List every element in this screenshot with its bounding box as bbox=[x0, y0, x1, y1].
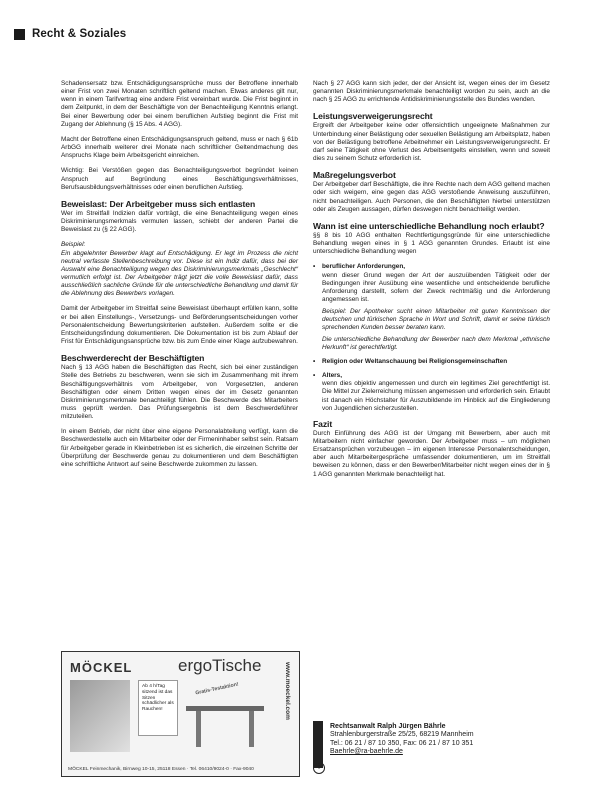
bullet-icon: • bbox=[313, 357, 316, 365]
contact-email[interactable]: Baehrle@ra-baehrle.de bbox=[330, 747, 403, 755]
left-column bbox=[61, 80, 298, 476]
section-title: Recht & Soziales bbox=[32, 28, 127, 40]
heading-unterschiedliche-behandlung: Wann ist eine unterschiedliche Behandlung noch erlaubt? bbox=[313, 220, 545, 231]
paragraph: Macht der Betroffene einen Entschädigungsanspruch geltend, muss er nach § 61b ArbGG innerhalb weiterer drei Monate nach schriftlicher Geltendmachung des Anspruchs Klage beim Arbeitsgericht einreichen. bbox=[61, 135, 298, 160]
author-contact bbox=[313, 723, 553, 771]
ad-product: ergoTische bbox=[178, 656, 262, 675]
paragraph: Schadensersatz bzw. Entschädigungsansprüche muss der Betroffene innerhalb einer Frist von zwei Monaten schriftlich geltend machen. Etwas anderes gilt nur, wenn in einem Tarifvertrag eine andere Frist vereinbart wurde. Die Frist beginnt in dem Zeitpunkt, in dem der Beschäftigte von der Benachteiligung Kenntnis erlangt. Bei einer Bewerbung oder bei einem beruflichen Aufstieg beginnt die Frist mit Zugang der Ablehnung (§ 15 Abs. 4 AGG). bbox=[61, 80, 298, 128]
ad-url[interactable]: www.moeckel.com bbox=[284, 662, 291, 720]
list-item bbox=[313, 263, 550, 352]
section-header bbox=[14, 25, 126, 43]
logo-bar-icon bbox=[313, 721, 323, 768]
list-item bbox=[313, 372, 550, 413]
ad-footer: MÖCKEL Feinmechanik, Birnweg 10-15, 25118 Essen · Tel. 06410/9024-0 · Fax-9040 bbox=[68, 767, 254, 772]
section-square-icon bbox=[14, 29, 25, 40]
right-column bbox=[313, 80, 550, 486]
paragraph: Nach § 27 AGG kann sich jeder, der der Ansicht ist, wegen eines der im Gesetz genannten Diskriminierungsmerkmale benachteiligt worden zu sein, auch an die nach § 25 AGG zu errichtende Antidiskriminierungsstelle des Bundes wenden. bbox=[313, 80, 550, 104]
list-item bbox=[313, 358, 550, 366]
paragraph: Der Arbeitgeber darf Beschäftigte, die ihre Rechte nach dem AGG geltend machen oder sich weigern, eine gegen das AGG verstoßende Anweisung auszuführen, nicht benachteiligen. Auch Personen, die den Beschäftigten hierbei unterstützen oder als Zeugen aussagen, dürfen deswegen nicht benachteiligt werden. bbox=[313, 181, 550, 213]
heading-beweislast: Beweislast: Der Arbeitgeber muss sich entlasten bbox=[61, 198, 256, 209]
contact-name: Rechtsanwalt Ralph Jürgen Bährle bbox=[330, 723, 446, 730]
example-label: Beispiel: bbox=[61, 241, 86, 249]
desk-icon bbox=[186, 706, 264, 753]
heading-beschwerderecht: Beschwerderecht der Beschäftigten bbox=[61, 353, 205, 364]
advertisement[interactable] bbox=[61, 651, 300, 777]
paragraph: Damit der Arbeitgeber im Streitfall seine Beweislast überhaupt erfüllen kann, sollte er bei allen Einstellungs-, Versetzungs- und Beförderungsentscheidungen vorher Personalentscheidung Bewertungskriterien aufstellen. Außerdem sollte er die Entscheidungsfindung dokumentieren. Die Dokumentation ist bis zum Ablauf der Frist für Entschädigungsansprüche bzw. bis zum Ende einer Klage aufzubewahren. bbox=[61, 305, 298, 346]
bullet-title: beruflicher Anforderungen, bbox=[322, 263, 406, 271]
bullet-title: Religion oder Weltanschauung bei Religionsgemeinschaften bbox=[322, 357, 508, 365]
paragraph: Durch Einführung des AGG ist der Umgang mit Bewerbern, aber auch mit Mitarbeitern nicht einfacher geworden. Der Arbeitgeber muss – um möglichen Ersatzansprüchen vorzubeugen – im eigenen Interesse Personalentscheidungen, aber auch Mitarbeitergespräche umfassender dokumentieren, um im Streitfall beweisen zu können, dass er den Bewerber/Mitarbeiter nicht wegen eines der in § 1 AGG genannten Merkmale benachteiligt hat. bbox=[313, 429, 550, 478]
paragraph: In einem Betrieb, der nicht über eine eigene Personalabteilung verfügt, kann die Beschwerdestelle auch ein Mitarbeiter oder der Firmeninhaber selbst sein. Ratsam für Arbeitgeber gerade in Kleinbetrieben ist es sicherlich, die einzelnen Schritte der Überprüfung der Beschwerde genau zu dokumentieren und dem Beschäftigten eine schriftliche Antwort auf seine Beschwerde zukommen zu lassen. bbox=[61, 428, 298, 468]
bullet-example: Beispiel: Der Apotheker sucht einen Mitarbeiter mit guten Kenntnissen der deutschen und türkischen Sprache in Wort und Schrift, damit er seine türkisch sprechenden Kunden besser beraten kann. bbox=[322, 308, 550, 332]
contact-phone: Tel.: 06 21 / 87 10 350, Fax: 06 21 / 87 10 351 bbox=[330, 739, 474, 747]
bullet-title: Alters, bbox=[322, 372, 343, 380]
ad-photo bbox=[70, 680, 130, 752]
ad-textbox: Ab 4 h/Tag sitzend ist das Sitzen schädlicher als Rauchen! bbox=[138, 680, 178, 736]
ad-brand: MÖCKEL bbox=[70, 660, 133, 675]
bullet-icon: • bbox=[313, 372, 316, 380]
paragraph: §§ 8 bis 10 AGG enthalten Rechtfertigungsgründe für eine unterschiedliche Behandlung wegen eines in § 1 AGG genannten Grundes. Erlaubt ist eine unterschiedliche Behandlung wegen bbox=[313, 231, 550, 256]
heading-leistungsverweigerung: Leistungsverweigerungsrecht bbox=[313, 111, 433, 122]
heading-fazit: Fazit bbox=[313, 418, 333, 429]
paragraph: Nach § 13 AGG haben die Beschäftigten das Recht, sich bei einer zuständigen Stelle des Betriebs zu beschweren, wenn sie sich im Zusammenhang mit ihrem Beschäftigungsverhältnis vom Arbeitgeber, von Vorgesetzten, anderen Beschäftigten oder einem Dritten wegen eines der im Gesetz genannten Diskriminierungsmerkmale benachteiligt fühlen. Die Beschwerde des Mitarbeiters muss geprüft werden. Das Prüfungsergebnis ist dem Beschwerdeführer mitzuteilen. bbox=[61, 364, 298, 421]
example-text: Ein abgelehnter Bewerber klagt auf Entschädigung. Er legt im Prozess die nicht neutral verfasste Stellenbeschreibung vor. Diese ist ein Indiz dafür, dass bei der Auswahl eine Benachteiligung wegen des Diskriminierungsmerkmals „Geschlecht“ vermutlich erfolgt ist. Der Arbeitgeber trägt jetzt die volle Beweislast dafür, dass ausschließlich sachliche Gründe für die unterschiedliche Behandlung und damit für die Ablehnung des Bewerbers vorlagen. bbox=[61, 249, 298, 298]
heading-massregelungsverbot: Maßregelungsverbot bbox=[313, 170, 396, 181]
paragraph: Wer im Streitfall Indizien dafür vorträgt, die eine Benachteiligung wegen eines Diskriminierungsmerkmals vermuten lassen, schiebt der anderen Partei die Beweislast zu (§ 22 AGG). bbox=[61, 209, 298, 234]
bullet-text: wenn dies objektiv angemessen und durch ein legitimes Ziel gerechtfertigt ist. Die Mittel zur Zielerreichung müssen angemessen und erforderlich sein. Erlaubt ist danach ein Höchstalter für Auszubildende im Hinblick auf die Eingliederung von Jugendlichen sicherzustellen. bbox=[322, 380, 550, 412]
bullet-icon: • bbox=[313, 263, 316, 271]
paragraph: Wichtig: Bei Verstößen gegen das Benachteiligungsverbot begründet keinen Anspruch auf Begründung eines Beschäftigungsverhältnisses, Berufsausbildungsverhältnisses oder einen beruflichen Aufstieg. bbox=[61, 167, 298, 191]
paragraph: Ergreift der Arbeitgeber keine oder offensichtlich ungeeignete Maßnahmen zur Unterbindung einer Belästigung oder sexuellen Belästigung am Arbeitsplatz, haben von der Belästigung betroffene Arbeitnehmer ein Leistungsverweigerungsrecht. Er darf seine Tätigkeit ohne Verlust des Arbeitsentgelts einstellen, wenn und soweit dies zu seinem Schutz erforderlich ist. bbox=[313, 122, 550, 163]
contact-address: Strahlenburgerstraße 25/25, 68219 Mannheim bbox=[330, 731, 474, 739]
bullet-example: Die unterschiedliche Behandlung der Bewerber nach dem Merkmal „ethnische Herkunft“ ist gerechtfertigt. bbox=[322, 335, 550, 351]
info-icon: i bbox=[313, 762, 325, 774]
ad-sticker: Gratis-Testaktion! bbox=[194, 681, 240, 697]
bullet-text: wenn dieser Grund wegen der Art der auszuübenden Tätigkeit oder der Bedingungen ihrer Ausübung eine wesentliche und entscheidende berufliche Anforderung darstellt, sofern der Zweck rechtmäßig und die Anforderung angemessen ist. bbox=[322, 271, 550, 303]
